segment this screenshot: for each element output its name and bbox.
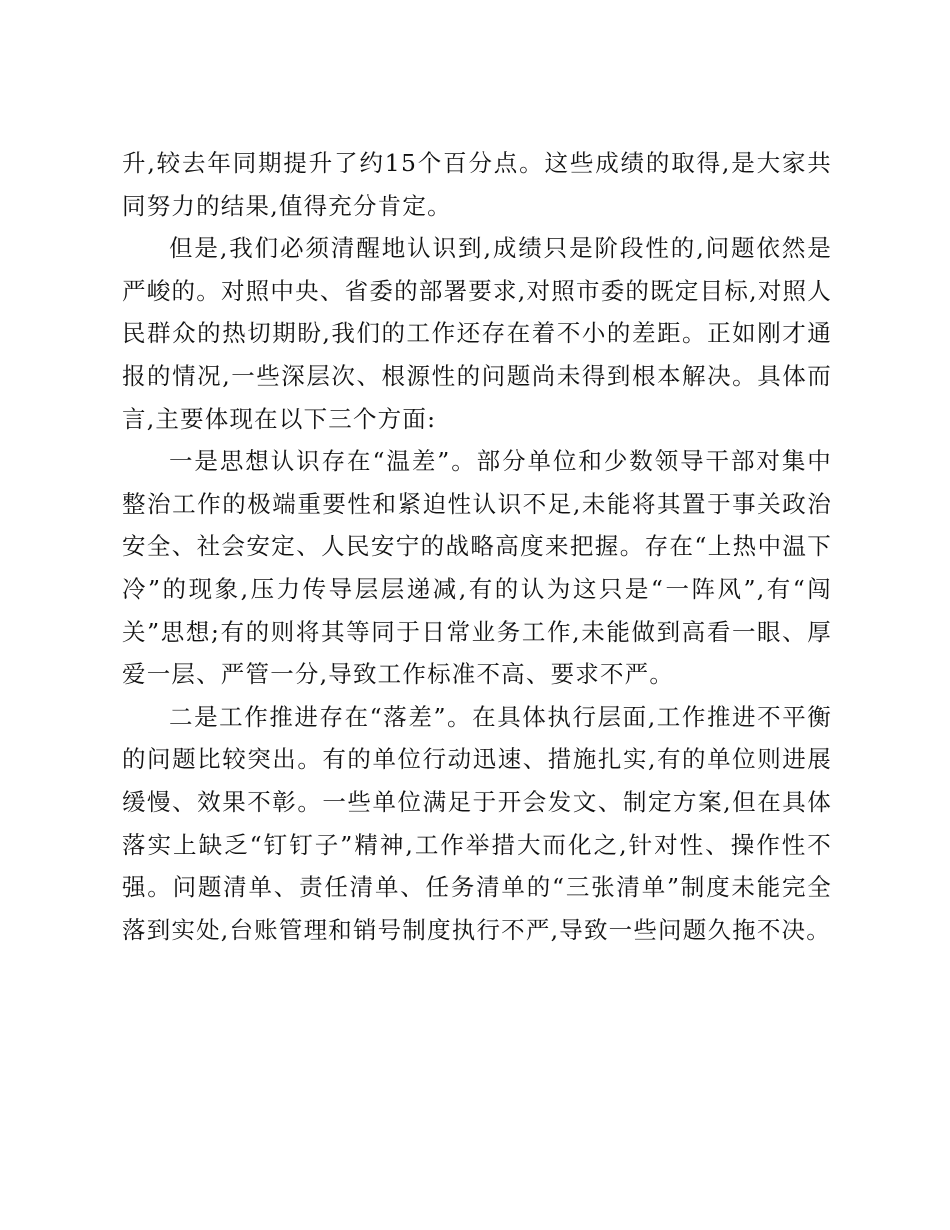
paragraph-2: 但是,我们必须清醒地认识到,成绩只是阶段性的,问题依然是严峻的。对照中央、省委的部署要求,对照市委的既定目标,对照人民群众的热切期盼,我们的工作还存在着不小的差距。正如刚才通报的情况,一些深层次、根源性的问题尚未得到根本解决。具体而言,主要体现在以下三个方面: bbox=[122, 234, 832, 433]
paragraph-3: 一是思想认识存在“温差”。部分单位和少数领导干部对集中整治工作的极端重要性和紧迫性认识不足,未能将其置于事关政治安全、社会安定、人民安宁的战略高度来把握。存在“上热中温下冷”的现象,压力传导层层递减,有的认为这只是“一阵风”,有“闯关”思想;有的则将其等同于日常业务工作,未能做到高看一眼、厚爱一层、严管一分,导致工作标准不高、要求不严。 bbox=[122, 447, 832, 689]
document-body bbox=[122, 142, 832, 951]
paragraph-1: 升,较去年同期提升了约15个百分点。这些成绩的取得,是大家共同努力的结果,值得充分肯定。 bbox=[122, 149, 832, 220]
paragraph-4: 二是工作推进存在“落差”。在具体执行层面,工作推进不平衡的问题比较突出。有的单位行动迅速、措施扎实,有的单位则进展缓慢、效果不彰。一些单位满足于开会发文、制定方案,但在具体落实上缺乏“钉钉子”精神,工作举措大而化之,针对性、操作性不强。问题清单、责任清单、任务清单的“三张清单”制度未能完全落到实处,台账管理和销号制度执行不严,导致一些问题久拖不决。 bbox=[122, 702, 832, 944]
